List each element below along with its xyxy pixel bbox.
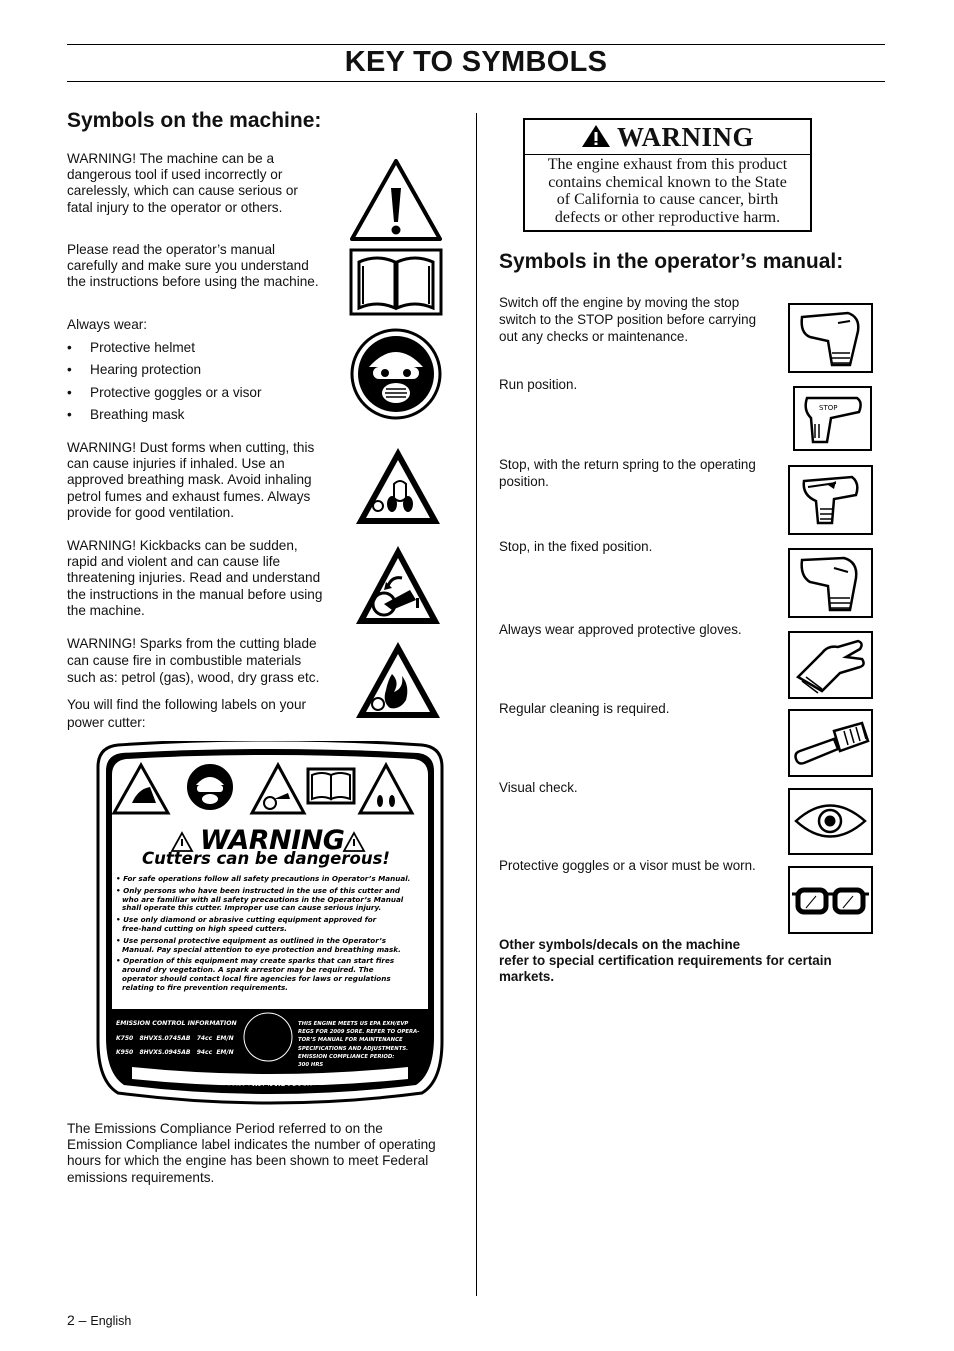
label-bullet: • Only persons who have been instructed in the use of this cutter and who are familiar with all safety precautions in the Operator’s Manual shall operate this cutter. Improper use can cause serious injury. <box>116 885 404 913</box>
page-title: KEY TO SYMBOLS <box>344 46 608 78</box>
manual-symbol-text: Run position. <box>499 377 578 392</box>
manual-symbol-text: Regular cleaning is required. <box>499 701 670 716</box>
paragraph-kickback-warning: WARNING! Kickbacks can be sudden, rapid and violent and can cause life threatening injuries. Read and understand the instructions in the manual before using the machine. <box>67 538 323 618</box>
label-emission-row-1: K750 8HVXS.0745AB 74cc EM/N <box>116 1035 234 1042</box>
page-number: 2 – <box>67 1312 87 1328</box>
sparks-fire-warning-icon <box>354 640 442 720</box>
stop-switch-icon <box>788 303 873 373</box>
manual-symbol-text: Switch off the engine by moving the stop switch to the STOP position before carrying out any checks or maintenance. <box>499 295 757 344</box>
stop-switch-run-icon <box>793 386 872 451</box>
manual-symbol-text: Protective goggles or a visor must be worn. <box>499 858 756 873</box>
stop-switch-fixed-icon <box>788 548 873 618</box>
label-emission-heading: EMISSION CONTROL INFORMATION <box>116 1020 237 1027</box>
label-emission-row-2: K950 8HVXS.0945AB 94cc EM/N <box>116 1049 234 1056</box>
other-symbols-note: Other symbols/decals on the machine refer to special certification requirements for certain markets. <box>499 937 832 985</box>
california-warning-header <box>525 120 810 155</box>
dust-breathing-warning-icon <box>354 446 442 526</box>
stop-label-text: STOP <box>819 404 838 412</box>
header-rule-bottom <box>67 81 885 82</box>
manual-symbols-heading: Symbols in the operator’s manual: <box>499 250 844 273</box>
machine-symbols-heading: Symbols on the machine: <box>67 109 322 132</box>
california-warning-title: WARNING <box>616 122 754 152</box>
brush-icon <box>788 709 873 777</box>
kickback-warning-icon <box>354 544 442 626</box>
california-warning-box <box>523 118 812 232</box>
manual-symbol-text: Stop, with the return spring to the operating position. <box>499 457 756 489</box>
paragraph-labels-intro: You will find the following labels on your power cutter: <box>67 697 307 730</box>
stop-switch-spring-icon <box>788 465 873 535</box>
read-manual-book-icon <box>349 248 443 316</box>
paragraph-sparks-warning: WARNING! Sparks from the cutting blade can cause fire in combustible materials such as: petrol (gas), wood, dry grass etc. <box>67 636 320 685</box>
manual-symbol-text: Stop, in the fixed position. <box>499 539 653 554</box>
manual-symbol-text: Always wear approved protective gloves. <box>499 622 742 637</box>
footer-language: English <box>90 1314 132 1328</box>
paragraph-dangerous-tool: WARNING! The machine can be a dangerous tool if used incorrectly or carelessly, which can cause serious or fatal injury to the operator or others. <box>67 151 298 215</box>
power-cutter-warning-label <box>96 741 444 1107</box>
header-rule-top <box>67 44 885 45</box>
column-divider <box>476 113 477 1296</box>
label-bullets <box>116 875 436 993</box>
glove-icon <box>788 631 873 699</box>
always-wear-label: Always wear: <box>67 317 148 332</box>
eye-icon <box>788 788 873 855</box>
warning-triangle-icon <box>581 124 611 148</box>
label-bullet: • Use personal protective equipment as outlined in the Operator’s Manual. Pay special attention to eye protection and breathing mask. <box>116 935 401 954</box>
label-bullet: • Use only diamond or abrasive cutting equipment approved for free-hand cutting on high speed cutters. <box>116 915 377 933</box>
paragraph-read-manual: Please read the operator’s manual carefully and make sure you understand the instructions before using the machine. <box>67 242 319 290</box>
label-manufacturer: HUSQVARNA CONSTRUCTION PRODUCTS, SWEDEN <box>174 1084 362 1092</box>
page-footer <box>67 1312 131 1328</box>
manual-symbol-text: Visual check. <box>499 780 578 795</box>
paragraph-emissions-period: The Emissions Compliance Period referred to on the Emission Compliance label indicates the number of operating hours for which the engine has been shown to meet Federal emissions requirements. <box>67 1121 436 1185</box>
protective-equipment-icon <box>349 327 443 421</box>
label-subtitle: Cutters can be dangerous! <box>142 849 390 868</box>
paragraph-dust-warning: WARNING! Dust forms when cutting, this can cause injuries if inhaled. Use an approved breathing mask. Avoid inhaling petrol fumes and exhaust fumes. Always provide for good ventilation. <box>67 440 315 520</box>
label-bullet: • For safe operations follow all safety precautions in Operator’s Manual. <box>116 874 411 883</box>
label-warning-title: WARNING <box>200 825 345 856</box>
label-epa-text: THIS ENGINE MEETS US EPA EXH/EVP REGS FOR 2009 SORE. REFER TO OPERA- TOR’S MANUAL FOR MAINTENANCE SPECIFICATIONS AND ADJUSTMENTS. EMISSION COMPLIANCE PERIOD: 300 HRS <box>298 1021 420 1069</box>
wear-list: • Protective helmet • Hearing protection • Protective goggles or a visor • Breathing mask <box>67 340 262 422</box>
goggles-icon <box>788 866 873 934</box>
label-bullet: • Operation of this equipment may create sparks that can start fires around dry vegetation. A spark arrestor may be required. The operator should contact local fire agencies for laws or regulations relating to fire prevention requirements. <box>116 956 395 992</box>
california-warning-text: The engine exhaust from this product contains chemical known to the State of California to cause cancer, birth defects or other reproductive harm. <box>547 156 788 226</box>
warning-triangle-icon <box>349 158 443 242</box>
